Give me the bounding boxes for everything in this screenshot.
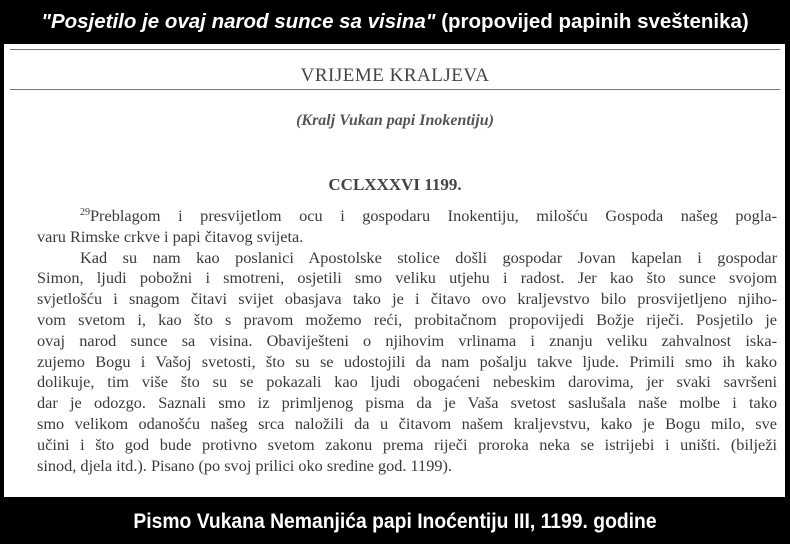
text-line: zujemo Bogu i Vašoj svetosti, što su se udostojili da nam pošalju takve ljude. Primili smo ih kako: [37, 351, 777, 371]
letter-body: [37, 206, 777, 476]
footnote-marker: 29: [80, 207, 90, 218]
caption-note: (propovijed papinih sveštenika): [435, 10, 749, 33]
section-title: VRIJEME KRALJEVA: [300, 65, 490, 86]
text-line: dar je odozgo. Saznali smo iz primljenog pisma da je Vaša svetost saslušala naše molbe i tako: [37, 393, 777, 413]
text-line: $^{29}$Preblagom i presvijetlom ocu i gospodaru Inokentiju, milošću Gospoda našeg pogla-: [80, 206, 777, 225]
text-line: ovaj narod sunce sa visina. Obaviješteni o njihovim vrlinama i znanju veliku zahvalnost iska-: [37, 330, 777, 350]
text-line: sinod, djela itd.). Pisano (po svoj prilici oko sredine god. 1199).: [37, 455, 452, 475]
letter-subtitle: (Kralj Vukan papi Inokentiju): [296, 112, 494, 129]
text-line: vom svetom i, kao što s pravom možemo reći, probitačnom propovijedi Božje riječi. Posjetilo je: [37, 309, 777, 329]
text-line: smo velikom odanošću našeg srca naložili da u čitavom našem kraljevstvu, kako je Bogu milo, sve: [37, 413, 777, 433]
text-line: Kad su nam kao poslanici Apostolske stolice došli gospodar Jovan kapelan i gospodar: [80, 247, 777, 267]
text-line: varu Rimske crkve i papi čitavog svijeta.: [37, 226, 304, 246]
text-line: svjetlošću i snagom čitavi svijet obasjava tako je i čitavo ovo kraljevstvo bilo prosvijetljeno njiho-: [37, 289, 777, 309]
bottom-caption: Pismo Vukana Nemanjića papi Inoćentiju III, 1199. godine: [133, 510, 657, 533]
top-rule: [10, 49, 780, 50]
text-line: Simon, ljudi pobožni i smotreni, osjetili smo veliku utjehu i radost. Jer kao što sunce svojom: [37, 268, 777, 288]
document-number: CCLXXXVI 1199.: [328, 175, 462, 194]
caption-quote: "Posjetilo je ovaj narod sunce sa visina": [41, 10, 436, 33]
top-caption: [0, 0, 790, 44]
text-line: dolikuje, tim više što su se pokazali kao ljudi obogaćeni nebeskim darovima, jer svaki savršeni: [37, 372, 777, 392]
text-line: učini i što god bude protivno svetom zakonu prema riječi proroka neka se istrijebi i uništi. (bilježi: [37, 434, 777, 454]
title-rule: [10, 89, 780, 90]
